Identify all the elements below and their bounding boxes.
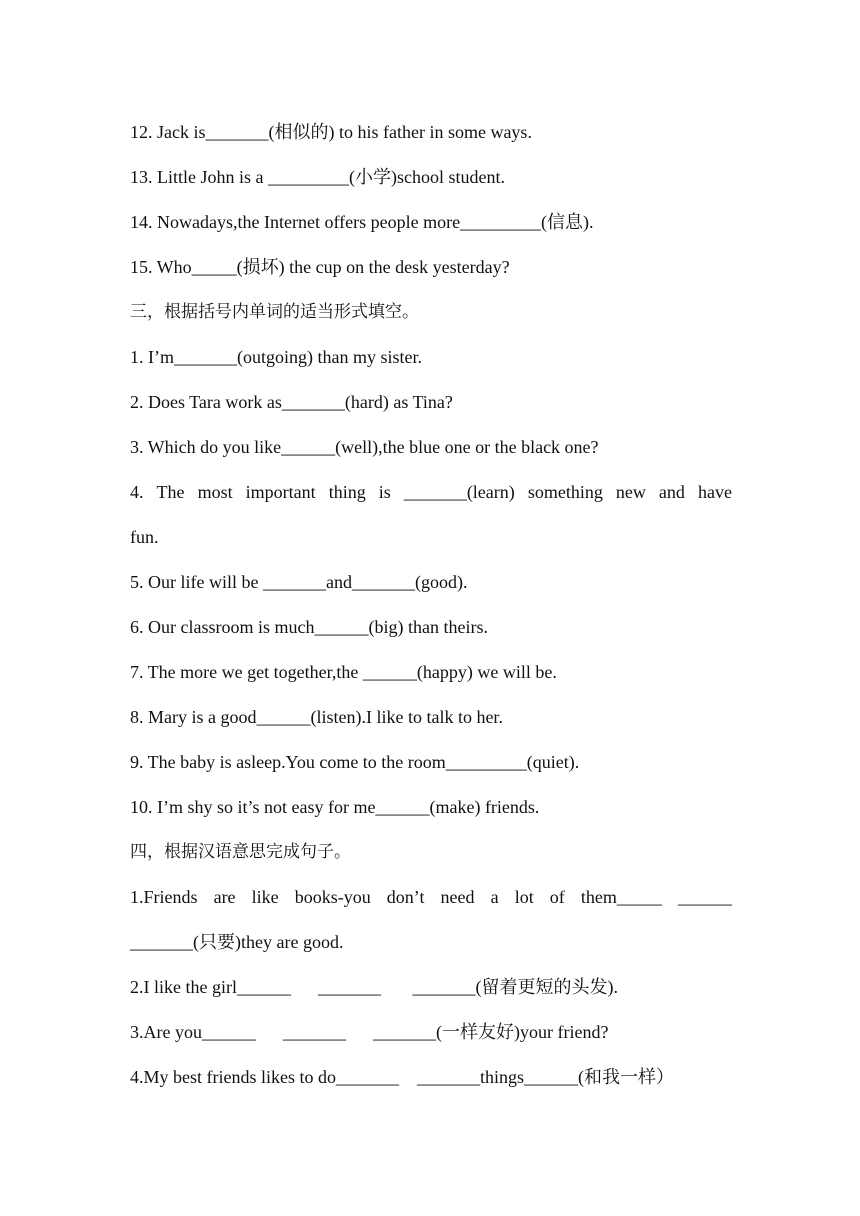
word: like [251, 887, 279, 907]
word: have [697, 482, 732, 502]
section-3-item-4-continued: fun. [130, 527, 159, 547]
section-3-item-10: 10. I’m shy so it’s not easy for me______(make) friends. [130, 797, 540, 817]
word: them_____ [580, 887, 662, 907]
section-4-item-2: 2.I like the girl______ _______ _______(留着更短的头发). [130, 977, 618, 997]
word: most [197, 482, 233, 502]
section-3-heading: 三，根据括号内单词的适当形式填空。 [130, 302, 419, 322]
section-3-item-4 [130, 470, 732, 515]
section-3-item-1: 1. I’m_______(outgoing) than my sister. [130, 347, 422, 367]
word: The [156, 482, 185, 502]
section-3-item-7: 7. The more we get together,the ______(happy) we will be. [130, 662, 557, 682]
section-3-item-8: 8. Mary is a good______(listen).I like to talk to her. [130, 707, 503, 727]
word: lot [514, 887, 534, 907]
section-4-item-3: 3.Are you______ _______ _______(一样友好)your friend? [130, 1022, 609, 1042]
word: a [490, 887, 499, 907]
section-3-item-6: 6. Our classroom is much______(big) than theirs. [130, 617, 488, 637]
word: are [213, 887, 236, 907]
section-4-item-1-continued: _______(只要)they are good. [130, 932, 344, 952]
section-4-heading: 四，根据汉语意思完成句子。 [130, 842, 351, 862]
word: and [658, 482, 685, 502]
worksheet-content [130, 110, 732, 1100]
word: 4. [130, 482, 144, 502]
word: need [440, 887, 475, 907]
section-4-item-4: 4.My best friends likes to do_______ _______things______(和我一样） [130, 1067, 674, 1087]
word: thing [328, 482, 366, 502]
section-3-item-3: 3. Which do you like______(well),the blue one or the black one? [130, 437, 599, 457]
word: new [615, 482, 646, 502]
word: 1.Friends [130, 887, 198, 907]
exercise-item-15: 15. Who_____(损坏) the cup on the desk yesterday? [130, 257, 510, 277]
word: don’t [386, 887, 425, 907]
word: is [378, 482, 391, 502]
section-3-item-2: 2. Does Tara work as_______(hard) as Tina? [130, 392, 453, 412]
exercise-item-14: 14. Nowadays,the Internet offers people more_________(信息). [130, 212, 594, 232]
word: _______(learn) [403, 482, 515, 502]
section-4-item-1 [130, 875, 732, 920]
word: something [527, 482, 603, 502]
exercise-item-12: 12. Jack is_______(相似的) to his father in some ways. [130, 122, 532, 142]
word: ______ [677, 887, 732, 907]
exercise-item-13: 13. Little John is a _________(小学)school student. [130, 167, 505, 187]
word: of [549, 887, 565, 907]
section-3-item-5: 5. Our life will be _______and_______(good). [130, 572, 468, 592]
word: important [245, 482, 316, 502]
word: books-you [294, 887, 371, 907]
section-3-item-9: 9. The baby is asleep.You come to the room_________(quiet). [130, 752, 580, 772]
